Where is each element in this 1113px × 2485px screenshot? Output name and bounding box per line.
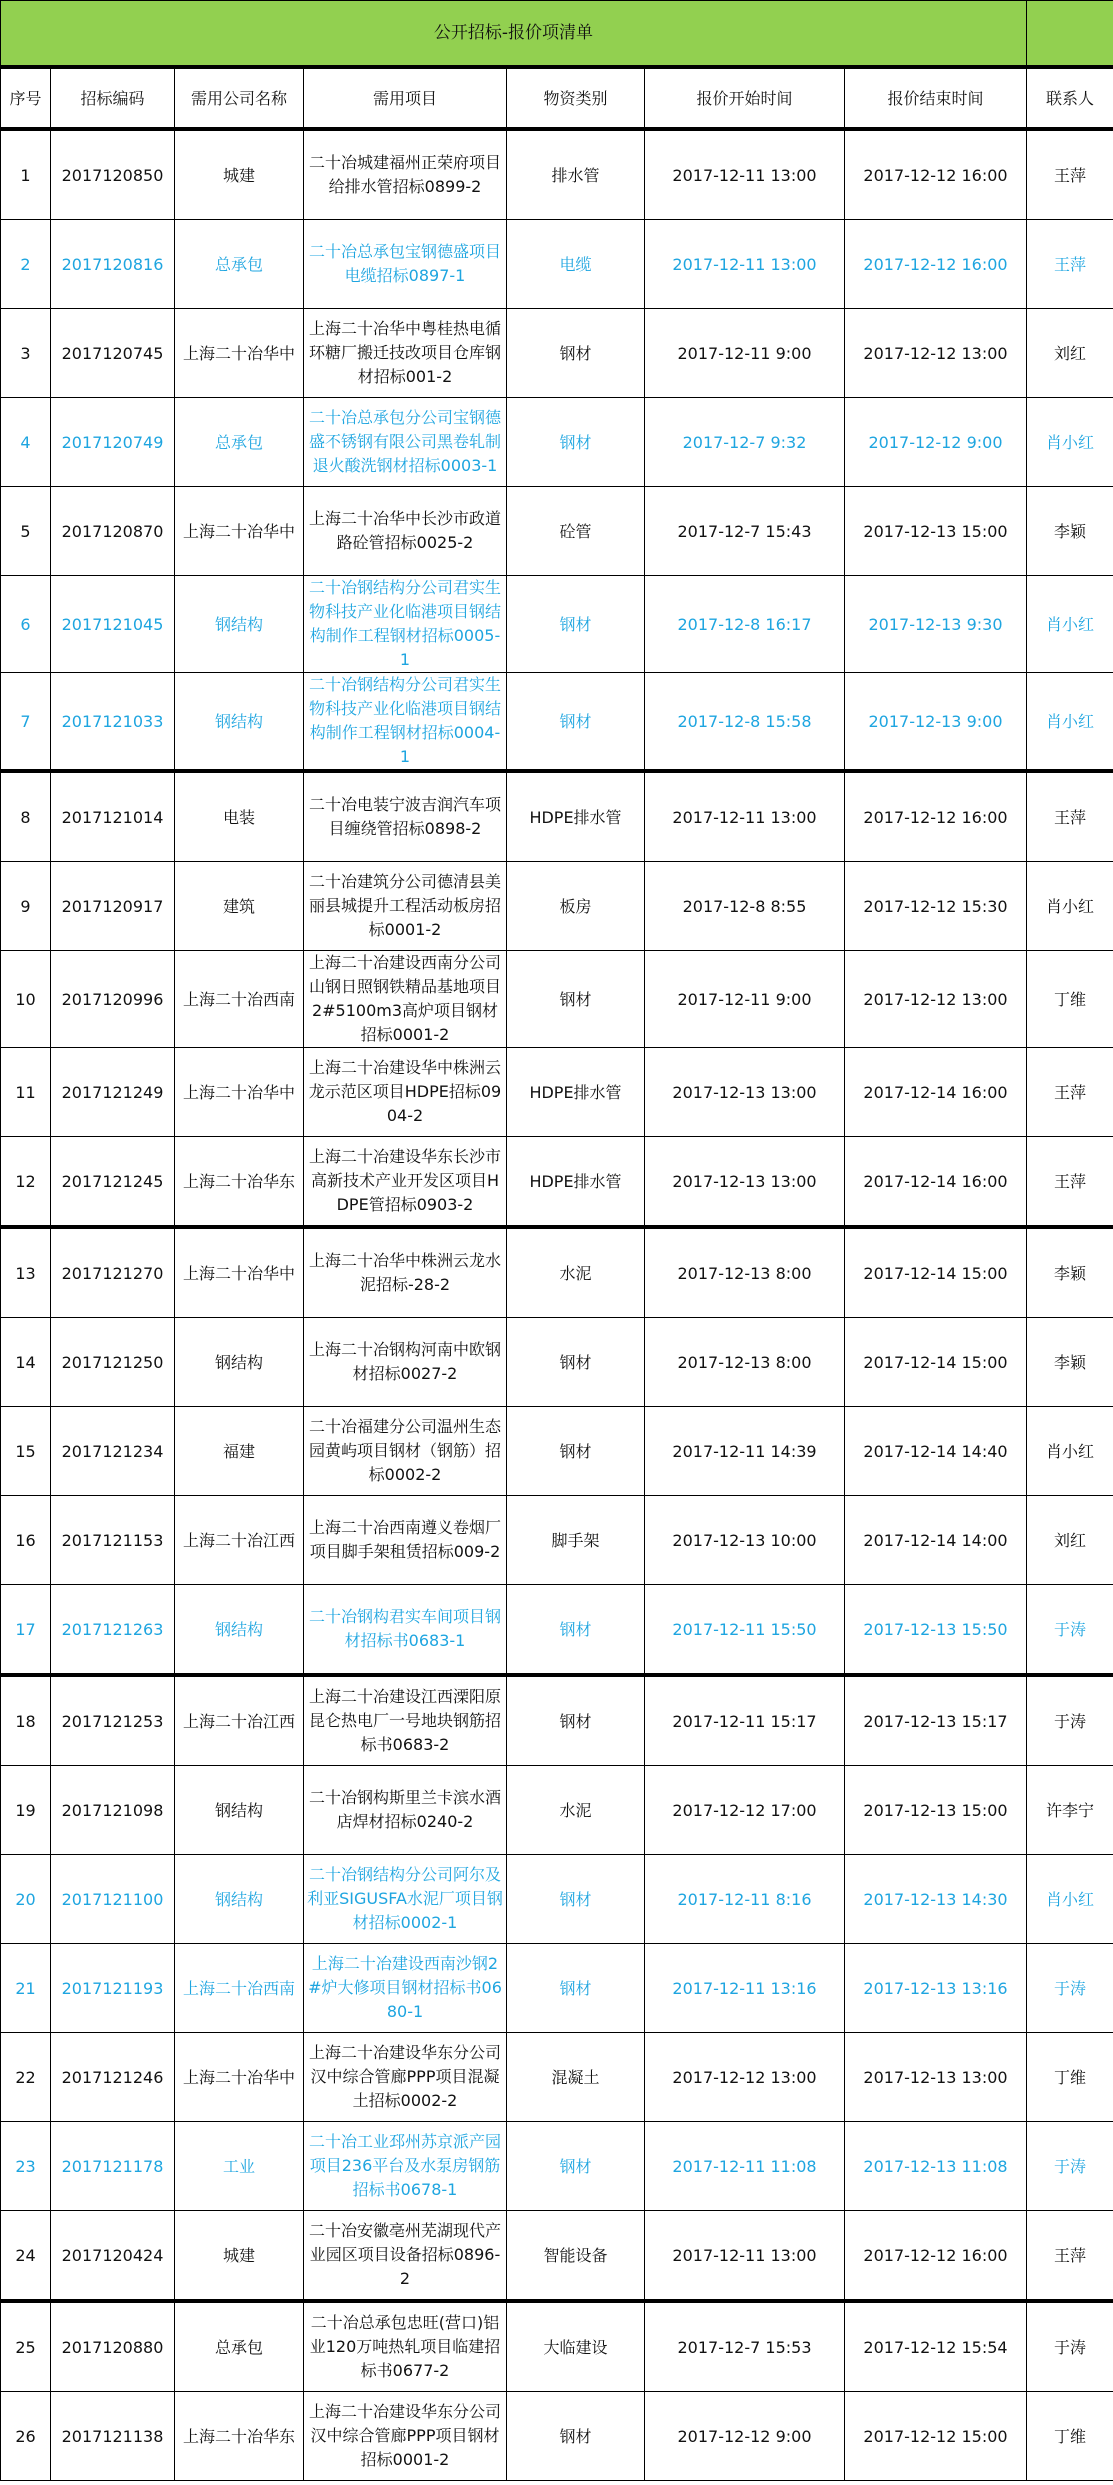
row-number-cell: 11: [1, 1048, 51, 1137]
material-category-cell: HDPE排水管: [507, 1048, 645, 1137]
table-row: [1, 2033, 1113, 2122]
company-name-cell: 上海二十冶华中: [175, 309, 304, 398]
contact-person-cell: 于涛: [1027, 1944, 1113, 2033]
quote-start-time-cell: 2017-12-12 9:00: [645, 2392, 845, 2481]
quote-end-time-cell: 2017-12-12 16:00: [845, 771, 1027, 862]
bid-code-cell: 2017121100: [51, 1855, 175, 1944]
quote-end-time-cell: 2017-12-13 15:17: [845, 1675, 1027, 1766]
material-category-cell: 钢材: [507, 1675, 645, 1766]
quote-start-time-cell: 2017-12-13 13:00: [645, 1048, 845, 1137]
header-contact: 联系人: [1027, 67, 1113, 129]
contact-person-cell: 王萍: [1027, 2211, 1113, 2302]
company-name-cell: 建筑: [175, 862, 304, 951]
company-name-cell: 上海二十冶华中: [175, 2033, 304, 2122]
row-number-cell: 4: [1, 398, 51, 487]
bid-code-cell: 2017121245: [51, 1137, 175, 1228]
quote-end-time-cell: 2017-12-13 13:16: [845, 1944, 1027, 2033]
bid-code-cell: 2017121138: [51, 2392, 175, 2481]
contact-person-cell: 王萍: [1027, 1048, 1113, 1137]
table-row: [1, 1675, 1113, 1766]
project-name-cell: 上海二十冶钢构河南中欧钢材招标0027-2: [304, 1318, 507, 1407]
table-row: [1, 1944, 1113, 2033]
company-name-cell: 钢结构: [175, 1585, 304, 1676]
contact-person-cell: 李颖: [1027, 1227, 1113, 1318]
contact-person-cell: 肖小红: [1027, 576, 1113, 673]
table-row: [1, 1855, 1113, 1944]
material-category-cell: 钢材: [507, 1318, 645, 1407]
project-name-cell: 二十冶城建福州正荣府项目给排水管招标0899-2: [304, 129, 507, 220]
company-name-cell: 钢结构: [175, 1766, 304, 1855]
bid-code-cell: 2017121249: [51, 1048, 175, 1137]
quote-start-time-cell: 2017-12-13 8:00: [645, 1318, 845, 1407]
contact-person-cell: 丁维: [1027, 2392, 1113, 2481]
quote-start-time-cell: 2017-12-11 15:17: [645, 1675, 845, 1766]
table-row: [1, 398, 1113, 487]
contact-person-cell: 肖小红: [1027, 673, 1113, 772]
table-row: [1, 1137, 1113, 1228]
company-name-cell: 钢结构: [175, 576, 304, 673]
header-no: 序号: [1, 67, 51, 129]
row-number-cell: 17: [1, 1585, 51, 1676]
quote-start-time-cell: 2017-12-11 11:08: [645, 2122, 845, 2211]
contact-person-cell: 王萍: [1027, 220, 1113, 309]
quote-start-time-cell: 2017-12-11 8:16: [645, 1855, 845, 1944]
material-category-cell: 排水管: [507, 129, 645, 220]
quote-start-time-cell: 2017-12-7 9:32: [645, 398, 845, 487]
bid-code-cell: 2017121270: [51, 1227, 175, 1318]
quote-end-time-cell: 2017-12-12 15:00: [845, 2392, 1027, 2481]
quote-start-time-cell: 2017-12-7 15:53: [645, 2301, 845, 2392]
row-number-cell: 15: [1, 1407, 51, 1496]
project-name-cell: 上海二十冶华中粤桂热电循环糖厂搬迁技改项目仓库钢材招标001-2: [304, 309, 507, 398]
row-number-cell: 16: [1, 1496, 51, 1585]
material-category-cell: 钢材: [507, 1944, 645, 2033]
table-row: [1, 576, 1113, 673]
project-name-cell: 上海二十冶建设江西溧阳原昆仑热电厂一号地块钢筋招标书0683-2: [304, 1675, 507, 1766]
table-row: [1, 309, 1113, 398]
contact-person-cell: 丁维: [1027, 2033, 1113, 2122]
material-category-cell: 脚手架: [507, 1496, 645, 1585]
project-name-cell: 二十冶安徽亳州芜湖现代产业园区项目设备招标0896-2: [304, 2211, 507, 2302]
bid-code-cell: 2017120850: [51, 129, 175, 220]
table-row: [1, 862, 1113, 951]
project-name-cell: 上海二十冶西南遵义卷烟厂项目脚手架租赁招标009-2: [304, 1496, 507, 1585]
material-category-cell: 智能设备: [507, 2211, 645, 2302]
title-row: [1, 1, 1113, 68]
material-category-cell: 钢材: [507, 576, 645, 673]
table-row: [1, 1318, 1113, 1407]
table-row: [1, 673, 1113, 772]
project-name-cell: 二十冶建筑分公司德清县美丽县城提升工程活动板房招标0001-2: [304, 862, 507, 951]
material-category-cell: 水泥: [507, 1766, 645, 1855]
material-category-cell: 钢材: [507, 2122, 645, 2211]
quote-start-time-cell: 2017-12-11 13:16: [645, 1944, 845, 2033]
material-category-cell: 水泥: [507, 1227, 645, 1318]
quote-end-time-cell: 2017-12-12 15:30: [845, 862, 1027, 951]
table-row: [1, 1227, 1113, 1318]
table-body: [1, 129, 1113, 2481]
quote-end-time-cell: 2017-12-14 14:40: [845, 1407, 1027, 1496]
row-number-cell: 6: [1, 576, 51, 673]
quote-end-time-cell: 2017-12-13 9:30: [845, 576, 1027, 673]
material-category-cell: 钢材: [507, 2392, 645, 2481]
quote-start-time-cell: 2017-12-8 15:58: [645, 673, 845, 772]
quote-start-time-cell: 2017-12-11 9:00: [645, 309, 845, 398]
bid-code-cell: 2017121246: [51, 2033, 175, 2122]
bid-code-cell: 2017120745: [51, 309, 175, 398]
quote-start-time-cell: 2017-12-11 14:39: [645, 1407, 845, 1496]
table-row: [1, 2211, 1113, 2302]
project-name-cell: 上海二十冶建设华东分公司汉中综合管廊PPP项目混凝土招标0002-2: [304, 2033, 507, 2122]
company-name-cell: 总承包: [175, 398, 304, 487]
header-company: 需用公司名称: [175, 67, 304, 129]
contact-person-cell: 王萍: [1027, 1137, 1113, 1228]
bid-code-cell: 2017121193: [51, 1944, 175, 2033]
project-name-cell: 上海二十冶华中株洲云龙水泥招标-28-2: [304, 1227, 507, 1318]
quote-end-time-cell: 2017-12-14 14:00: [845, 1496, 1027, 1585]
bid-code-cell: 2017120917: [51, 862, 175, 951]
table-title: 公开招标-报价项清单: [1, 1, 1027, 68]
row-number-cell: 23: [1, 2122, 51, 2211]
table-row: [1, 2392, 1113, 2481]
contact-person-cell: 于涛: [1027, 1585, 1113, 1676]
quote-end-time-cell: 2017-12-14 15:00: [845, 1227, 1027, 1318]
table-row: [1, 487, 1113, 576]
bid-code-cell: 2017121153: [51, 1496, 175, 1585]
bid-code-cell: 2017121178: [51, 2122, 175, 2211]
company-name-cell: 上海二十冶华中: [175, 1227, 304, 1318]
quote-end-time-cell: 2017-12-14 16:00: [845, 1048, 1027, 1137]
project-name-cell: 上海二十冶建设华东长沙市高新技术产业开发区项目HDPE管招标0903-2: [304, 1137, 507, 1228]
contact-person-cell: 许李宁: [1027, 1766, 1113, 1855]
company-name-cell: 上海二十冶华中: [175, 487, 304, 576]
row-number-cell: 1: [1, 129, 51, 220]
quote-end-time-cell: 2017-12-13 14:30: [845, 1855, 1027, 1944]
row-number-cell: 10: [1, 951, 51, 1048]
quote-end-time-cell: 2017-12-14 16:00: [845, 1137, 1027, 1228]
quote-start-time-cell: 2017-12-11 13:00: [645, 2211, 845, 2302]
company-name-cell: 福建: [175, 1407, 304, 1496]
quote-end-time-cell: 2017-12-13 15:50: [845, 1585, 1027, 1676]
quote-start-time-cell: 2017-12-13 13:00: [645, 1137, 845, 1228]
quote-start-time-cell: 2017-12-8 16:17: [645, 576, 845, 673]
row-number-cell: 14: [1, 1318, 51, 1407]
bid-code-cell: 2017120749: [51, 398, 175, 487]
project-name-cell: 上海二十冶建设华东分公司汉中综合管廊PPP项目钢材招标0001-2: [304, 2392, 507, 2481]
contact-person-cell: 李颖: [1027, 1318, 1113, 1407]
table-row: [1, 220, 1113, 309]
table-row: [1, 1496, 1113, 1585]
quote-end-time-cell: 2017-12-13 15:00: [845, 487, 1027, 576]
table-row: [1, 129, 1113, 220]
header-code: 招标编码: [51, 67, 175, 129]
row-number-cell: 19: [1, 1766, 51, 1855]
bid-code-cell: 2017120816: [51, 220, 175, 309]
quote-start-time-cell: 2017-12-7 15:43: [645, 487, 845, 576]
quote-end-time-cell: 2017-12-13 9:00: [845, 673, 1027, 772]
quote-end-time-cell: 2017-12-12 16:00: [845, 129, 1027, 220]
contact-person-cell: 李颖: [1027, 487, 1113, 576]
contact-person-cell: 王萍: [1027, 129, 1113, 220]
table-row: [1, 951, 1113, 1048]
project-name-cell: 二十冶工业邳州苏京派产园项目236平台及水泵房钢筋招标书0678-1: [304, 2122, 507, 2211]
row-number-cell: 18: [1, 1675, 51, 1766]
project-name-cell: 二十冶总承包宝钢德盛项目电缆招标0897-1: [304, 220, 507, 309]
company-name-cell: 城建: [175, 2211, 304, 2302]
material-category-cell: HDPE排水管: [507, 1137, 645, 1228]
project-name-cell: 二十冶电装宁波吉润汽车项目缠绕管招标0898-2: [304, 771, 507, 862]
quote-start-time-cell: 2017-12-11 13:00: [645, 771, 845, 862]
table-row: [1, 1766, 1113, 1855]
material-category-cell: 砼管: [507, 487, 645, 576]
material-category-cell: HDPE排水管: [507, 771, 645, 862]
row-number-cell: 9: [1, 862, 51, 951]
company-name-cell: 上海二十冶华东: [175, 1137, 304, 1228]
row-number-cell: 20: [1, 1855, 51, 1944]
company-name-cell: 上海二十冶江西: [175, 1675, 304, 1766]
contact-person-cell: 刘红: [1027, 309, 1113, 398]
material-category-cell: 钢材: [507, 673, 645, 772]
material-category-cell: 板房: [507, 862, 645, 951]
table-row: [1, 1407, 1113, 1496]
project-name-cell: 二十冶总承包忠旺(营口)铝业120万吨热轧项目临建招标书0677-2: [304, 2301, 507, 2392]
material-category-cell: 钢材: [507, 1855, 645, 1944]
company-name-cell: 总承包: [175, 2301, 304, 2392]
project-name-cell: 二十冶福建分公司温州生态园黄屿项目钢材（钢筋）招标0002-2: [304, 1407, 507, 1496]
project-name-cell: 二十冶钢构斯里兰卡滨水酒店焊材招标0240-2: [304, 1766, 507, 1855]
company-name-cell: 总承包: [175, 220, 304, 309]
project-name-cell: 二十冶钢构君实车间项目钢材招标书0683-1: [304, 1585, 507, 1676]
quote-end-time-cell: 2017-12-14 15:00: [845, 1318, 1027, 1407]
quote-start-time-cell: 2017-12-11 9:00: [645, 951, 845, 1048]
material-category-cell: 混凝土: [507, 2033, 645, 2122]
header-row: [1, 67, 1113, 129]
company-name-cell: 钢结构: [175, 1318, 304, 1407]
quote-start-time-cell: 2017-12-11 13:00: [645, 129, 845, 220]
company-name-cell: 上海二十冶江西: [175, 1496, 304, 1585]
contact-person-cell: 于涛: [1027, 2122, 1113, 2211]
bid-code-cell: 2017121098: [51, 1766, 175, 1855]
project-name-cell: 二十冶总承包分公司宝钢德盛不锈钢有限公司黑卷轧制退火酸洗钢材招标0003-1: [304, 398, 507, 487]
quote-end-time-cell: 2017-12-13 11:08: [845, 2122, 1027, 2211]
row-number-cell: 5: [1, 487, 51, 576]
row-number-cell: 21: [1, 1944, 51, 2033]
company-name-cell: 城建: [175, 129, 304, 220]
row-number-cell: 2: [1, 220, 51, 309]
row-number-cell: 26: [1, 2392, 51, 2481]
quote-start-time-cell: 2017-12-11 13:00: [645, 220, 845, 309]
project-name-cell: 二十冶钢结构分公司阿尔及利亚SIGUSFA水泥厂项目钢材招标0002-1: [304, 1855, 507, 1944]
contact-person-cell: 于涛: [1027, 1675, 1113, 1766]
row-number-cell: 25: [1, 2301, 51, 2392]
bid-code-cell: 2017121234: [51, 1407, 175, 1496]
material-category-cell: 钢材: [507, 1585, 645, 1676]
contact-person-cell: 刘红: [1027, 1496, 1113, 1585]
table-row: [1, 2122, 1113, 2211]
material-category-cell: 电缆: [507, 220, 645, 309]
header-end-time: 报价结束时间: [845, 67, 1027, 129]
row-number-cell: 8: [1, 771, 51, 862]
quote-end-time-cell: 2017-12-12 16:00: [845, 2211, 1027, 2302]
title-empty-cell: [1027, 1, 1113, 68]
bid-code-cell: 2017120870: [51, 487, 175, 576]
material-category-cell: 钢材: [507, 309, 645, 398]
row-number-cell: 3: [1, 309, 51, 398]
header-start-time: 报价开始时间: [645, 67, 845, 129]
contact-person-cell: 丁维: [1027, 951, 1113, 1048]
quote-end-time-cell: 2017-12-12 16:00: [845, 220, 1027, 309]
bid-code-cell: 2017121253: [51, 1675, 175, 1766]
quote-end-time-cell: 2017-12-13 13:00: [845, 2033, 1027, 2122]
quote-end-time-cell: 2017-12-12 13:00: [845, 309, 1027, 398]
quote-start-time-cell: 2017-12-12 13:00: [645, 2033, 845, 2122]
project-name-cell: 上海二十冶建设西南沙钢2#炉大修项目钢材招标书0680-1: [304, 1944, 507, 2033]
bid-code-cell: 2017120424: [51, 2211, 175, 2302]
project-name-cell: 上海二十冶建设西南分公司山钢日照钢铁精品基地项目2#5100m3高炉项目钢材招标0001-2: [304, 951, 507, 1048]
quote-end-time-cell: 2017-12-12 15:54: [845, 2301, 1027, 2392]
company-name-cell: 电装: [175, 771, 304, 862]
material-category-cell: 大临建设: [507, 2301, 645, 2392]
row-number-cell: 12: [1, 1137, 51, 1228]
row-number-cell: 24: [1, 2211, 51, 2302]
row-number-cell: 22: [1, 2033, 51, 2122]
project-name-cell: 上海二十冶建设华中株洲云龙示范区项目HDPE招标0904-2: [304, 1048, 507, 1137]
contact-person-cell: 于涛: [1027, 2301, 1113, 2392]
bid-code-cell: 2017121250: [51, 1318, 175, 1407]
bid-code-cell: 2017121263: [51, 1585, 175, 1676]
quote-start-time-cell: 2017-12-8 8:55: [645, 862, 845, 951]
company-name-cell: 上海二十冶西南: [175, 951, 304, 1048]
table-row: [1, 1585, 1113, 1676]
bid-code-cell: 2017120880: [51, 2301, 175, 2392]
quote-start-time-cell: 2017-12-11 15:50: [645, 1585, 845, 1676]
header-project: 需用项目: [304, 67, 507, 129]
table-row: [1, 1048, 1113, 1137]
contact-person-cell: 肖小红: [1027, 398, 1113, 487]
bid-code-cell: 2017121033: [51, 673, 175, 772]
bid-code-cell: 2017120996: [51, 951, 175, 1048]
quote-end-time-cell: 2017-12-12 13:00: [845, 951, 1027, 1048]
quote-start-time-cell: 2017-12-12 17:00: [645, 1766, 845, 1855]
material-category-cell: 钢材: [507, 1407, 645, 1496]
bid-code-cell: 2017121014: [51, 771, 175, 862]
contact-person-cell: 肖小红: [1027, 1855, 1113, 1944]
header-category: 物资类别: [507, 67, 645, 129]
quote-end-time-cell: 2017-12-12 9:00: [845, 398, 1027, 487]
company-name-cell: 上海二十冶西南: [175, 1944, 304, 2033]
company-name-cell: 工业: [175, 2122, 304, 2211]
quote-start-time-cell: 2017-12-13 10:00: [645, 1496, 845, 1585]
quote-end-time-cell: 2017-12-13 15:00: [845, 1766, 1027, 1855]
company-name-cell: 上海二十冶华中: [175, 1048, 304, 1137]
bid-code-cell: 2017121045: [51, 576, 175, 673]
contact-person-cell: 王萍: [1027, 771, 1113, 862]
company-name-cell: 钢结构: [175, 673, 304, 772]
material-category-cell: 钢材: [507, 398, 645, 487]
row-number-cell: 7: [1, 673, 51, 772]
project-name-cell: 二十冶钢结构分公司君实生物科技产业化临港项目钢结构制作工程钢材招标0005-1: [304, 576, 507, 673]
project-name-cell: 上海二十冶华中长沙市政道路砼管招标0025-2: [304, 487, 507, 576]
table-row: [1, 2301, 1113, 2392]
company-name-cell: 上海二十冶华东: [175, 2392, 304, 2481]
project-name-cell: 二十冶钢结构分公司君实生物科技产业化临港项目钢结构制作工程钢材招标0004-1: [304, 673, 507, 772]
quote-start-time-cell: 2017-12-13 8:00: [645, 1227, 845, 1318]
table-row: [1, 771, 1113, 862]
contact-person-cell: 肖小红: [1027, 862, 1113, 951]
row-number-cell: 13: [1, 1227, 51, 1318]
contact-person-cell: 肖小红: [1027, 1407, 1113, 1496]
material-category-cell: 钢材: [507, 951, 645, 1048]
company-name-cell: 钢结构: [175, 1855, 304, 1944]
